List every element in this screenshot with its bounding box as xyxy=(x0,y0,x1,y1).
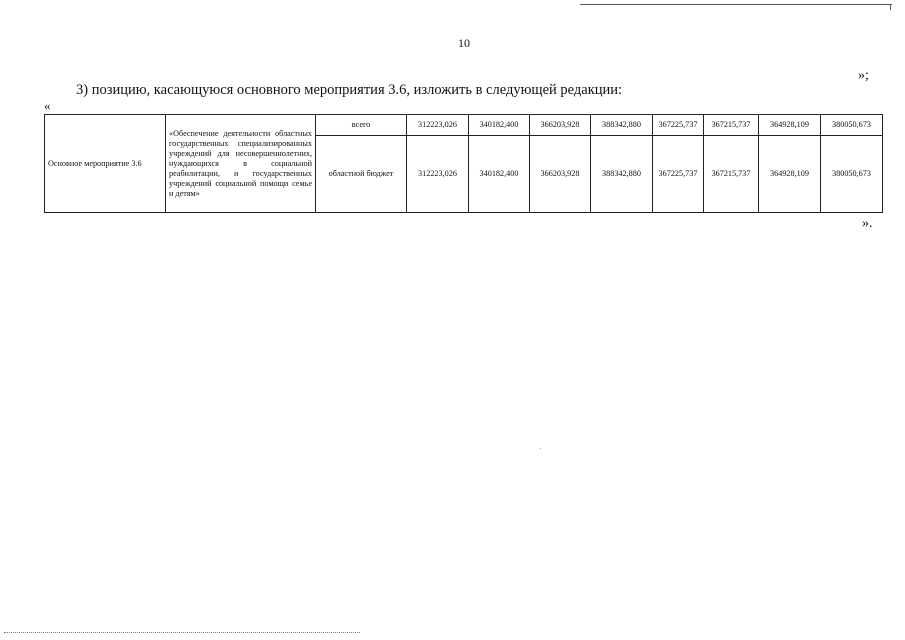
scan-artifact-speck xyxy=(540,448,541,449)
closing-quote-bottom: ». xyxy=(862,216,873,231)
value-cell: 312223,026 xyxy=(407,136,469,213)
value-cell: 366203,928 xyxy=(530,115,591,136)
value-cell: 388342,880 xyxy=(591,136,653,213)
table-row xyxy=(45,115,883,136)
value-cell: 367215,737 xyxy=(704,136,759,213)
description-cell: «Обеспечение деятельности областных государственных специализированных учреждений для несовершеннолетних, нуждающихся в социальной реабилитации, и государственных учреждений социальной помощи семье и детям» xyxy=(166,115,316,213)
source-cell: областной бюджет xyxy=(316,136,407,213)
value-cell: 380050,673 xyxy=(821,115,883,136)
value-cell: 312223,026 xyxy=(407,115,469,136)
scan-artifact-top-tick xyxy=(890,4,891,10)
source-cell: всего xyxy=(316,115,407,136)
value-cell: 340182,400 xyxy=(469,115,530,136)
closing-quote-top: »; xyxy=(858,68,869,83)
budget-table xyxy=(44,114,883,213)
scan-artifact-bottom-line xyxy=(4,632,360,633)
scan-artifact-top-line xyxy=(580,4,892,5)
value-cell: 367225,737 xyxy=(653,136,704,213)
page-number: 10 xyxy=(458,36,470,50)
value-cell: 364928,109 xyxy=(759,136,821,213)
value-cell: 340182,400 xyxy=(469,136,530,213)
section-heading: 3) позицию, касающуюся основного мероприятия 3.6, изложить в следующей редакции: xyxy=(76,82,623,98)
value-cell: 388342,880 xyxy=(591,115,653,136)
value-cell: 364928,109 xyxy=(759,115,821,136)
opening-quote: « xyxy=(44,98,51,113)
value-cell: 380050,673 xyxy=(821,136,883,213)
value-cell: 367215,737 xyxy=(704,115,759,136)
activity-cell: Основное мероприятие 3.6 xyxy=(45,115,166,213)
value-cell: 366203,928 xyxy=(530,136,591,213)
value-cell: 367225,737 xyxy=(653,115,704,136)
